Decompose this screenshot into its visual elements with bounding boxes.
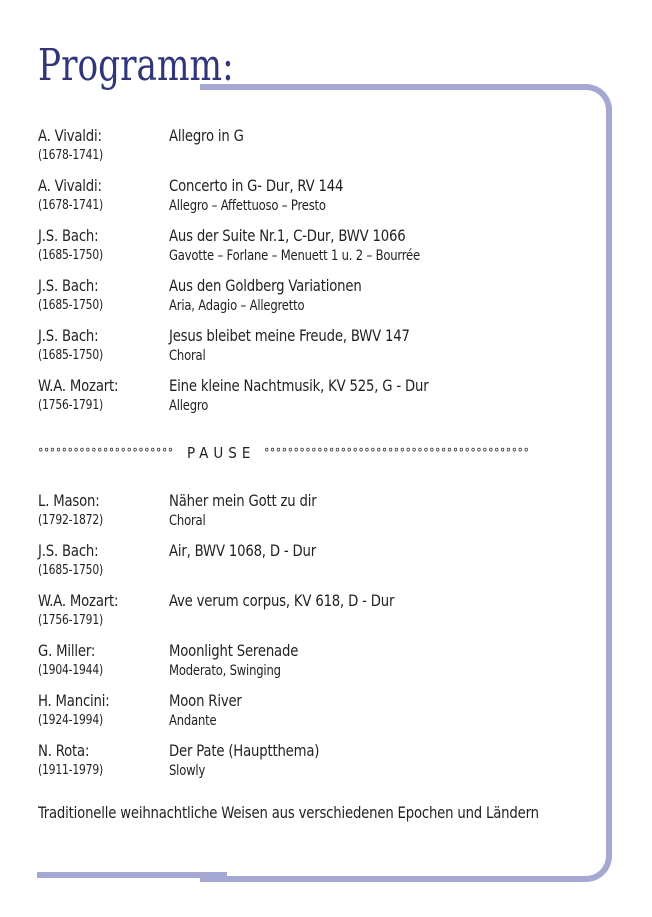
footer-note: Traditionelle weihnachtliche Weisen aus verschiedenen Epochen und Ländern xyxy=(38,803,539,822)
piece-title: Concerto in G- Dur, RV 144 xyxy=(169,176,344,195)
composer-dates: (1685-1750) xyxy=(38,248,104,263)
composer-name: G. Miller: xyxy=(38,641,96,660)
composer-dates: (1685-1750) xyxy=(38,563,104,578)
piece-movements: Moderato, Swinging xyxy=(169,663,281,679)
composer-name: J.S. Bach: xyxy=(38,541,99,560)
piece-title: Eine kleine Nachtmusik, KV 525, G - Dur xyxy=(169,376,429,395)
composer-name: J.S. Bach: xyxy=(38,276,99,295)
piece-movements: Choral xyxy=(169,513,206,529)
pause-divider xyxy=(38,446,528,464)
composer-dates: (1685-1750) xyxy=(38,348,104,363)
piece-title: Aus den Goldberg Variationen xyxy=(169,276,362,295)
composer-dates: (1924-1994) xyxy=(38,713,104,728)
pause-dots-right: °°°°°°°°°°°°°°°°°°°°°°°°°°°°°°°°°°°°°°°°°°°°° xyxy=(264,446,530,460)
piece-movements: Allegro xyxy=(169,398,209,414)
piece-title: Moonlight Serenade xyxy=(169,641,299,660)
composer-name: H. Mancini: xyxy=(38,691,110,710)
composer-dates: (1756-1791) xyxy=(38,398,104,413)
piece-title: Aus der Suite Nr.1, C-Dur, BWV 1066 xyxy=(169,226,406,245)
composer-name: W.A. Mozart: xyxy=(38,591,119,610)
composer-dates: (1792-1872) xyxy=(38,513,104,528)
piece-movements: Allegro – Affettuoso – Presto xyxy=(169,198,326,214)
composer-dates: (1678-1741) xyxy=(38,148,104,163)
piece-movements: Andante xyxy=(169,713,217,729)
composer-name: J.S. Bach: xyxy=(38,226,99,245)
page-title: Programm: xyxy=(38,40,234,91)
composer-name: A. Vivaldi: xyxy=(38,126,102,145)
piece-movements: Choral xyxy=(169,348,206,364)
composer-dates: (1685-1750) xyxy=(38,298,104,313)
composer-name: A. Vivaldi: xyxy=(38,176,102,195)
composer-name: N. Rota: xyxy=(38,741,90,760)
piece-title: Ave verum corpus, KV 618, D - Dur xyxy=(169,591,395,610)
composer-dates: (1678-1741) xyxy=(38,198,104,213)
piece-title: Moon River xyxy=(169,691,242,710)
composer-name: L. Mason: xyxy=(38,491,100,510)
piece-title: Der Pate (Hauptthema) xyxy=(169,741,320,760)
piece-title: Allegro in G xyxy=(169,126,244,145)
piece-movements: Gavotte – Forlane – Menuett 1 u. 2 – Bourrée xyxy=(169,248,420,264)
composer-dates: (1911-1979) xyxy=(38,763,104,778)
piece-title: Jesus bleibet meine Freude, BWV 147 xyxy=(169,326,410,345)
piece-title: Air, BWV 1068, D - Dur xyxy=(169,541,316,560)
piece-movements: Slowly xyxy=(169,763,206,779)
piece-movements: Aria, Adagio – Allegretto xyxy=(169,298,305,314)
composer-name: W.A. Mozart: xyxy=(38,376,119,395)
piece-title: Näher mein Gott zu dir xyxy=(169,491,317,510)
composer-dates: (1756-1791) xyxy=(38,613,104,628)
pause-label: PAUSE xyxy=(187,444,256,462)
composer-dates: (1904-1944) xyxy=(38,663,104,678)
pause-dots-left: °°°°°°°°°°°°°°°°°°°°°°° xyxy=(38,446,174,460)
composer-name: J.S. Bach: xyxy=(38,326,99,345)
frame-bottom-line xyxy=(37,872,227,878)
